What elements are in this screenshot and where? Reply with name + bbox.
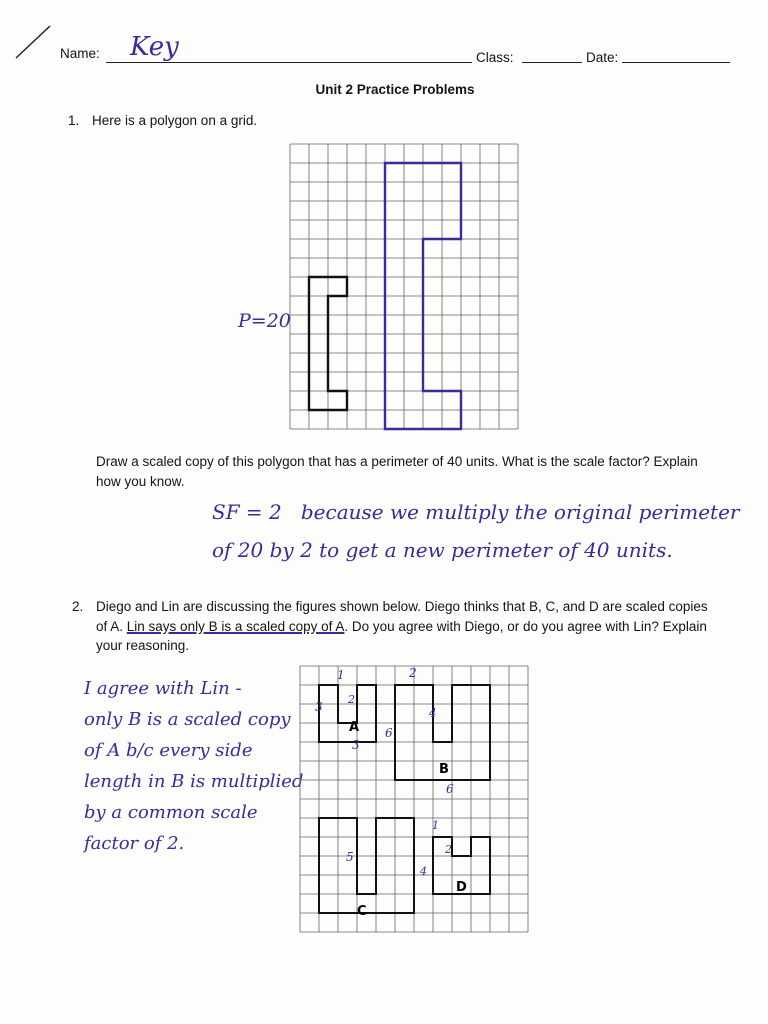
q2-number: 2. xyxy=(72,599,84,614)
q2-answer-line: by a common scale xyxy=(84,802,258,823)
figure-label-d: D xyxy=(456,880,467,895)
name-label: Name: xyxy=(60,46,100,61)
q2-prompt-part1: Diego and Lin are discussing the figures shown below. Diego thinks that B, C, and D are scaled copies of A. xyxy=(96,599,708,634)
note-b-top: 2 xyxy=(409,666,417,680)
grid-lines xyxy=(290,144,518,429)
q2-answer-line: of A b/c every side xyxy=(84,740,253,761)
figure-label-a: A xyxy=(349,720,360,735)
q2-prompt xyxy=(96,597,716,656)
q1-answer-line2: of 20 by 2 to get a new perimeter of 40 units. xyxy=(212,538,673,562)
note-c-inner: 5 xyxy=(346,850,354,864)
q1-instruction: Draw a scaled copy of this polygon that has a perimeter of 40 units. What is the scale factor? Explain how you know. xyxy=(96,454,698,489)
q2-answer-line: only B is a scaled copy xyxy=(84,709,291,730)
q2-prompt-underlined: Lin says only B is a scaled copy of A xyxy=(126,618,345,634)
date-label: Date: xyxy=(586,50,619,65)
note-d-inner: 2 xyxy=(445,843,452,856)
q2-grid xyxy=(299,665,531,937)
q1-number: 1. xyxy=(68,113,80,128)
figure-c xyxy=(319,818,414,913)
q2-answer-line: factor of 2. xyxy=(84,833,185,854)
note-a-inner: 2 xyxy=(348,693,355,706)
note-b-bottom: 6 xyxy=(446,782,454,796)
note-d-top: 1 xyxy=(432,819,439,832)
q1-grid xyxy=(289,143,519,439)
note-b-inner: 4 xyxy=(429,706,437,720)
class-label: Class: xyxy=(476,50,514,65)
note-a-left: 3 xyxy=(315,700,323,714)
note-a-right: 6 xyxy=(385,726,393,740)
q1-perimeter-note: P=20 xyxy=(238,310,291,332)
original-polygon xyxy=(309,277,347,410)
q2-answer xyxy=(84,678,303,864)
check-mark xyxy=(12,22,52,62)
q2-answer-line: length in B is multiplied xyxy=(84,771,304,792)
date-line xyxy=(622,48,730,63)
name-value: Key xyxy=(130,32,179,62)
page-title: Unit 2 Practice Problems xyxy=(315,82,475,97)
class-line xyxy=(522,48,582,63)
note-a-bottom: 3 xyxy=(352,738,360,752)
q2-prompt-part2: . Do you agree with Diego, or do you agree with Lin? Explain your reasoning. xyxy=(96,618,707,654)
figure-label-b: B xyxy=(439,762,449,777)
note-a-top: 1 xyxy=(337,668,345,682)
note-d-left: 4 xyxy=(420,865,427,878)
q2-answer-line: I agree with Lin - xyxy=(84,678,242,699)
figure-label-c: C xyxy=(357,904,367,919)
q1-prompt: Here is a polygon on a grid. xyxy=(92,113,258,128)
q1-answer-line1: SF = 2 because we multiply the original perimeter xyxy=(212,500,740,524)
